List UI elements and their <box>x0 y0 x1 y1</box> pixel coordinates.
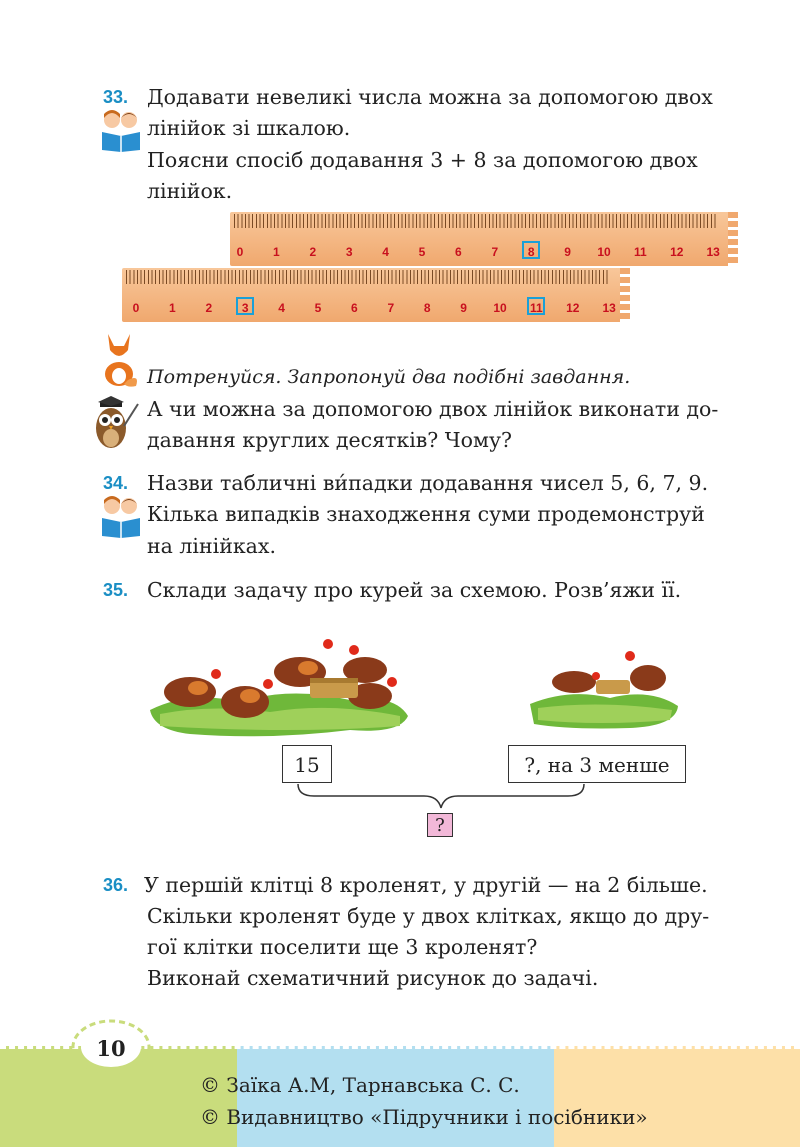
children-reading-icon <box>98 108 144 152</box>
task-33-line-1: Додавати невеликі числа можна за допомогою двох <box>147 85 713 109</box>
owl-teacher-icon <box>90 396 140 452</box>
ruler-label-5: 5 <box>418 245 426 259</box>
scheme-right-box: ?, на 3 менше <box>508 745 686 783</box>
ruler-label-5: 5 <box>314 301 322 315</box>
task-35-line-1: Склади задачу про курей за схемою. Розв’яжи її. <box>147 578 682 602</box>
ruler-highlight-11 <box>527 297 545 315</box>
question-line-2: давання круглих десятків? Чому? <box>147 428 512 452</box>
task-33-line-3: Поясни спосіб додавання 3 + 8 за допомогою двох <box>147 148 698 172</box>
task-33-line-4: лінійок. <box>147 179 233 203</box>
task-36-line-1: У першій клітці 8 кроленят, у другій — на 2 більше. <box>144 873 708 897</box>
scheme-brace <box>296 782 586 812</box>
ruler-top <box>230 212 732 266</box>
scheme-left-box: 15 <box>282 745 332 783</box>
chickens-group-left-image <box>150 630 410 740</box>
task-33-line-2: лінійок зі шкалою. <box>147 116 351 140</box>
ruler-label-1: 1 <box>169 301 176 315</box>
task-36-line-4: Виконай схематичний рисунок до задачі. <box>147 966 599 990</box>
ruler-label-2: 2 <box>309 245 317 259</box>
question-line-1: А чи можна за допомогою двох лінійок виконати до- <box>147 397 719 421</box>
footer-copyright-authors: © Заїка А.М, Тарнавська С. С. <box>200 1073 520 1097</box>
ruler-label-6: 6 <box>351 301 358 315</box>
ruler-label-4: 4 <box>278 301 285 315</box>
children-reading-icon <box>98 494 144 538</box>
footer-peach-band <box>554 1046 800 1147</box>
practice-text: Потренуйся. Запропонуй два подібні завдання. <box>147 366 631 388</box>
chickens-group-right-image <box>530 648 680 730</box>
task-33-number: 33. <box>103 87 129 107</box>
ruler-label-9: 9 <box>460 301 467 315</box>
task-34-line-3: на лінійках. <box>147 534 276 558</box>
ruler-label-0: 0 <box>236 245 244 259</box>
ruler-label-7: 7 <box>387 301 395 315</box>
ruler-label-13: 13 <box>706 245 720 259</box>
task-36-line-2: Скільки кроленят буде у двох клітках, якщо до дру- <box>147 904 710 928</box>
ruler-label-8: 8 <box>527 245 535 259</box>
ruler-label-7: 7 <box>491 245 499 259</box>
ruler-label-6: 6 <box>455 245 462 259</box>
ruler-label-8: 8 <box>423 301 431 315</box>
ruler-label-10: 10 <box>493 301 507 315</box>
ruler-label-11: 11 <box>530 301 543 315</box>
ruler-label-10: 10 <box>597 245 611 259</box>
task-34-number: 34. <box>103 473 129 493</box>
ruler-label-12: 12 <box>670 245 684 259</box>
ruler-label-2: 2 <box>205 301 213 315</box>
ruler-label-1: 1 <box>273 245 280 259</box>
fox-icon <box>98 330 140 388</box>
footer-copyright-publisher: © Видавництво «Підручники і посібники» <box>200 1105 648 1129</box>
ruler-label-3: 3 <box>345 245 353 259</box>
ruler-highlight-3 <box>236 297 254 315</box>
ruler-label-11: 11 <box>634 245 647 259</box>
ruler-label-4: 4 <box>382 245 389 259</box>
ruler-highlight-8 <box>522 241 540 259</box>
ruler-label-12: 12 <box>566 301 580 315</box>
task-36-number: 36. <box>103 875 129 895</box>
task-34-line-1: Назви табличні ви́падки додавання чисел 5, 6, 7, 9. <box>147 471 709 495</box>
ruler-label-3: 3 <box>241 301 249 315</box>
page-number: 10 <box>96 1036 126 1061</box>
ruler-label-13: 13 <box>602 301 616 315</box>
ruler-label-0: 0 <box>132 301 140 315</box>
task-35-number: 35. <box>103 580 129 600</box>
ruler-label-9: 9 <box>564 245 571 259</box>
task-36-line-3: гої клітки поселити ще 3 кроленят? <box>147 935 538 959</box>
scheme-total-box: ? <box>427 813 453 837</box>
ruler-bottom <box>122 268 624 322</box>
task-34-line-2: Кілька випадків знаходження суми продемонструй <box>147 502 705 526</box>
